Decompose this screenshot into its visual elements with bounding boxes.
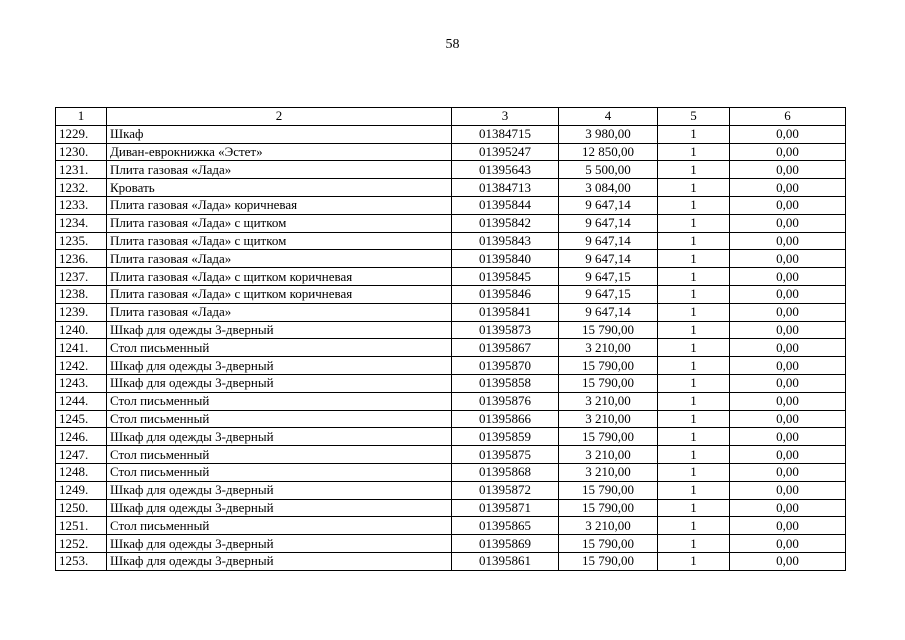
price-cell: 3 980,00 — [559, 125, 658, 143]
table-row — [56, 374, 846, 392]
item-name-cell: Стол письменный — [107, 392, 452, 410]
item-name-cell: Шкаф для одежды 3-дверный — [107, 499, 452, 517]
residual-value-cell: 0,00 — [730, 517, 846, 535]
quantity-cell: 1 — [658, 410, 730, 428]
item-name-cell: Плита газовая «Лада» с щитком коричневая — [107, 285, 452, 303]
price-cell: 15 790,00 — [559, 321, 658, 339]
row-number-cell: 1252. — [56, 535, 107, 553]
price-cell: 9 647,15 — [559, 285, 658, 303]
item-name-cell: Плита газовая «Лада» с щитком — [107, 232, 452, 250]
table-row — [56, 446, 846, 464]
row-number-cell: 1240. — [56, 321, 107, 339]
item-name-cell: Шкаф для одежды 3-дверный — [107, 428, 452, 446]
inventory-code-cell: 01395846 — [452, 285, 559, 303]
row-number-cell: 1248. — [56, 463, 107, 481]
residual-value-cell: 0,00 — [730, 285, 846, 303]
quantity-cell: 1 — [658, 285, 730, 303]
residual-value-cell: 0,00 — [730, 481, 846, 499]
table-row — [56, 357, 846, 375]
quantity-cell: 1 — [658, 214, 730, 232]
table-row — [56, 214, 846, 232]
quantity-cell: 1 — [658, 125, 730, 143]
residual-value-cell: 0,00 — [730, 250, 846, 268]
column-header-5: 5 — [658, 108, 730, 126]
item-name-cell: Стол письменный — [107, 410, 452, 428]
residual-value-cell: 0,00 — [730, 357, 846, 375]
table-row — [56, 321, 846, 339]
item-name-cell: Шкаф для одежды 3-дверный — [107, 481, 452, 499]
page-number: 58 — [445, 37, 460, 52]
row-number-cell: 1251. — [56, 517, 107, 535]
table-row — [56, 125, 846, 143]
quantity-cell: 1 — [658, 552, 730, 570]
quantity-cell: 1 — [658, 143, 730, 161]
quantity-cell: 1 — [658, 250, 730, 268]
row-number-cell: 1236. — [56, 250, 107, 268]
quantity-cell: 1 — [658, 499, 730, 517]
row-number-cell: 1241. — [56, 339, 107, 357]
price-cell: 9 647,14 — [559, 232, 658, 250]
quantity-cell: 1 — [658, 535, 730, 553]
table-row — [56, 303, 846, 321]
table-row — [56, 552, 846, 570]
row-number-cell: 1234. — [56, 214, 107, 232]
price-cell: 15 790,00 — [559, 357, 658, 375]
row-number-cell: 1230. — [56, 143, 107, 161]
inventory-code-cell: 01395867 — [452, 339, 559, 357]
inventory-code-cell: 01395840 — [452, 250, 559, 268]
item-name-cell: Диван-еврокнижка «Эстет» — [107, 143, 452, 161]
quantity-cell: 1 — [658, 179, 730, 197]
table-row — [56, 285, 846, 303]
row-number-cell: 1250. — [56, 499, 107, 517]
column-header-2: 2 — [107, 108, 452, 126]
inventory-code-cell: 01395858 — [452, 374, 559, 392]
price-cell: 3 210,00 — [559, 517, 658, 535]
residual-value-cell: 0,00 — [730, 428, 846, 446]
price-cell: 9 647,14 — [559, 196, 658, 214]
residual-value-cell: 0,00 — [730, 161, 846, 179]
residual-value-cell: 0,00 — [730, 125, 846, 143]
row-number-cell: 1238. — [56, 285, 107, 303]
price-cell: 3 210,00 — [559, 446, 658, 464]
inventory-code-cell: 01395866 — [452, 410, 559, 428]
residual-value-cell: 0,00 — [730, 321, 846, 339]
quantity-cell: 1 — [658, 196, 730, 214]
quantity-cell: 1 — [658, 357, 730, 375]
residual-value-cell: 0,00 — [730, 303, 846, 321]
inventory-code-cell: 01395859 — [452, 428, 559, 446]
table-row — [56, 392, 846, 410]
residual-value-cell: 0,00 — [730, 339, 846, 357]
residual-value-cell: 0,00 — [730, 446, 846, 464]
row-number-cell: 1242. — [56, 357, 107, 375]
inventory-code-cell: 01384713 — [452, 179, 559, 197]
table-row — [56, 499, 846, 517]
item-name-cell: Плита газовая «Лада» с щитком коричневая — [107, 268, 452, 286]
table-row — [56, 339, 846, 357]
table-row — [56, 535, 846, 553]
item-name-cell: Плита газовая «Лада» с щитком — [107, 214, 452, 232]
table-row — [56, 268, 846, 286]
table-row — [56, 410, 846, 428]
price-cell: 15 790,00 — [559, 374, 658, 392]
row-number-cell: 1249. — [56, 481, 107, 499]
price-cell: 15 790,00 — [559, 428, 658, 446]
residual-value-cell: 0,00 — [730, 535, 846, 553]
quantity-cell: 1 — [658, 392, 730, 410]
price-cell: 9 647,14 — [559, 303, 658, 321]
item-name-cell: Шкаф для одежды 3-дверный — [107, 374, 452, 392]
residual-value-cell: 0,00 — [730, 143, 846, 161]
item-name-cell: Плита газовая «Лада» — [107, 161, 452, 179]
inventory-code-cell: 01395843 — [452, 232, 559, 250]
row-number-cell: 1235. — [56, 232, 107, 250]
quantity-cell: 1 — [658, 303, 730, 321]
table-row — [56, 481, 846, 499]
row-number-cell: 1246. — [56, 428, 107, 446]
table-row — [56, 143, 846, 161]
table-row — [56, 161, 846, 179]
residual-value-cell: 0,00 — [730, 179, 846, 197]
price-cell: 9 647,14 — [559, 214, 658, 232]
residual-value-cell: 0,00 — [730, 499, 846, 517]
item-name-cell: Стол письменный — [107, 517, 452, 535]
quantity-cell: 1 — [658, 161, 730, 179]
price-cell: 3 210,00 — [559, 392, 658, 410]
residual-value-cell: 0,00 — [730, 374, 846, 392]
quantity-cell: 1 — [658, 339, 730, 357]
inventory-code-cell: 01395861 — [452, 552, 559, 570]
column-header-3: 3 — [452, 108, 559, 126]
quantity-cell: 1 — [658, 374, 730, 392]
quantity-cell: 1 — [658, 268, 730, 286]
item-name-cell: Шкаф — [107, 125, 452, 143]
residual-value-cell: 0,00 — [730, 232, 846, 250]
item-name-cell: Шкаф для одежды 3-дверный — [107, 552, 452, 570]
item-name-cell: Плита газовая «Лада» — [107, 250, 452, 268]
residual-value-cell: 0,00 — [730, 214, 846, 232]
inventory-code-cell: 01395247 — [452, 143, 559, 161]
inventory-code-cell: 01395873 — [452, 321, 559, 339]
quantity-cell: 1 — [658, 321, 730, 339]
residual-value-cell: 0,00 — [730, 410, 846, 428]
price-cell: 15 790,00 — [559, 481, 658, 499]
table-row — [56, 232, 846, 250]
price-cell: 3 210,00 — [559, 463, 658, 481]
item-name-cell: Стол письменный — [107, 339, 452, 357]
row-number-cell: 1253. — [56, 552, 107, 570]
table-row — [56, 463, 846, 481]
inventory-code-cell: 01395869 — [452, 535, 559, 553]
price-cell: 3 084,00 — [559, 179, 658, 197]
row-number-cell: 1232. — [56, 179, 107, 197]
price-cell: 15 790,00 — [559, 535, 658, 553]
row-number-cell: 1244. — [56, 392, 107, 410]
table-body — [56, 125, 846, 570]
quantity-cell: 1 — [658, 232, 730, 250]
inventory-code-cell: 01395868 — [452, 463, 559, 481]
residual-value-cell: 0,00 — [730, 268, 846, 286]
row-number-cell: 1237. — [56, 268, 107, 286]
inventory-code-cell: 01395876 — [452, 392, 559, 410]
inventory-code-cell: 01384715 — [452, 125, 559, 143]
residual-value-cell: 0,00 — [730, 196, 846, 214]
inventory-code-cell: 01395870 — [452, 357, 559, 375]
column-header-4: 4 — [559, 108, 658, 126]
inventory-code-cell: 01395872 — [452, 481, 559, 499]
inventory-code-cell: 01395845 — [452, 268, 559, 286]
price-cell: 9 647,15 — [559, 268, 658, 286]
price-cell: 3 210,00 — [559, 410, 658, 428]
table-header-row — [56, 108, 846, 126]
price-cell: 15 790,00 — [559, 552, 658, 570]
row-number-cell: 1247. — [56, 446, 107, 464]
quantity-cell: 1 — [658, 517, 730, 535]
item-name-cell: Плита газовая «Лада» — [107, 303, 452, 321]
quantity-cell: 1 — [658, 463, 730, 481]
inventory-code-cell: 01395643 — [452, 161, 559, 179]
inventory-code-cell: 01395844 — [452, 196, 559, 214]
inventory-code-cell: 01395875 — [452, 446, 559, 464]
column-header-1: 1 — [56, 108, 107, 126]
item-name-cell: Кровать — [107, 179, 452, 197]
row-number-cell: 1231. — [56, 161, 107, 179]
inventory-code-cell: 01395842 — [452, 214, 559, 232]
quantity-cell: 1 — [658, 481, 730, 499]
price-cell: 5 500,00 — [559, 161, 658, 179]
table-row — [56, 517, 846, 535]
quantity-cell: 1 — [658, 428, 730, 446]
inventory-code-cell: 01395841 — [452, 303, 559, 321]
item-name-cell: Шкаф для одежды 3-дверный — [107, 357, 452, 375]
row-number-cell: 1229. — [56, 125, 107, 143]
table-row — [56, 196, 846, 214]
quantity-cell: 1 — [658, 446, 730, 464]
inventory-table — [55, 107, 846, 571]
row-number-cell: 1245. — [56, 410, 107, 428]
item-name-cell: Стол письменный — [107, 463, 452, 481]
price-cell: 9 647,14 — [559, 250, 658, 268]
table-row — [56, 428, 846, 446]
inventory-code-cell: 01395865 — [452, 517, 559, 535]
price-cell: 15 790,00 — [559, 499, 658, 517]
inventory-code-cell: 01395871 — [452, 499, 559, 517]
row-number-cell: 1233. — [56, 196, 107, 214]
item-name-cell: Шкаф для одежды 3-дверный — [107, 535, 452, 553]
table-row — [56, 179, 846, 197]
item-name-cell: Шкаф для одежды 3-дверный — [107, 321, 452, 339]
price-cell: 12 850,00 — [559, 143, 658, 161]
residual-value-cell: 0,00 — [730, 552, 846, 570]
residual-value-cell: 0,00 — [730, 392, 846, 410]
item-name-cell: Плита газовая «Лада» коричневая — [107, 196, 452, 214]
item-name-cell: Стол письменный — [107, 446, 452, 464]
residual-value-cell: 0,00 — [730, 463, 846, 481]
column-header-6: 6 — [730, 108, 846, 126]
table-row — [56, 250, 846, 268]
row-number-cell: 1239. — [56, 303, 107, 321]
row-number-cell: 1243. — [56, 374, 107, 392]
price-cell: 3 210,00 — [559, 339, 658, 357]
